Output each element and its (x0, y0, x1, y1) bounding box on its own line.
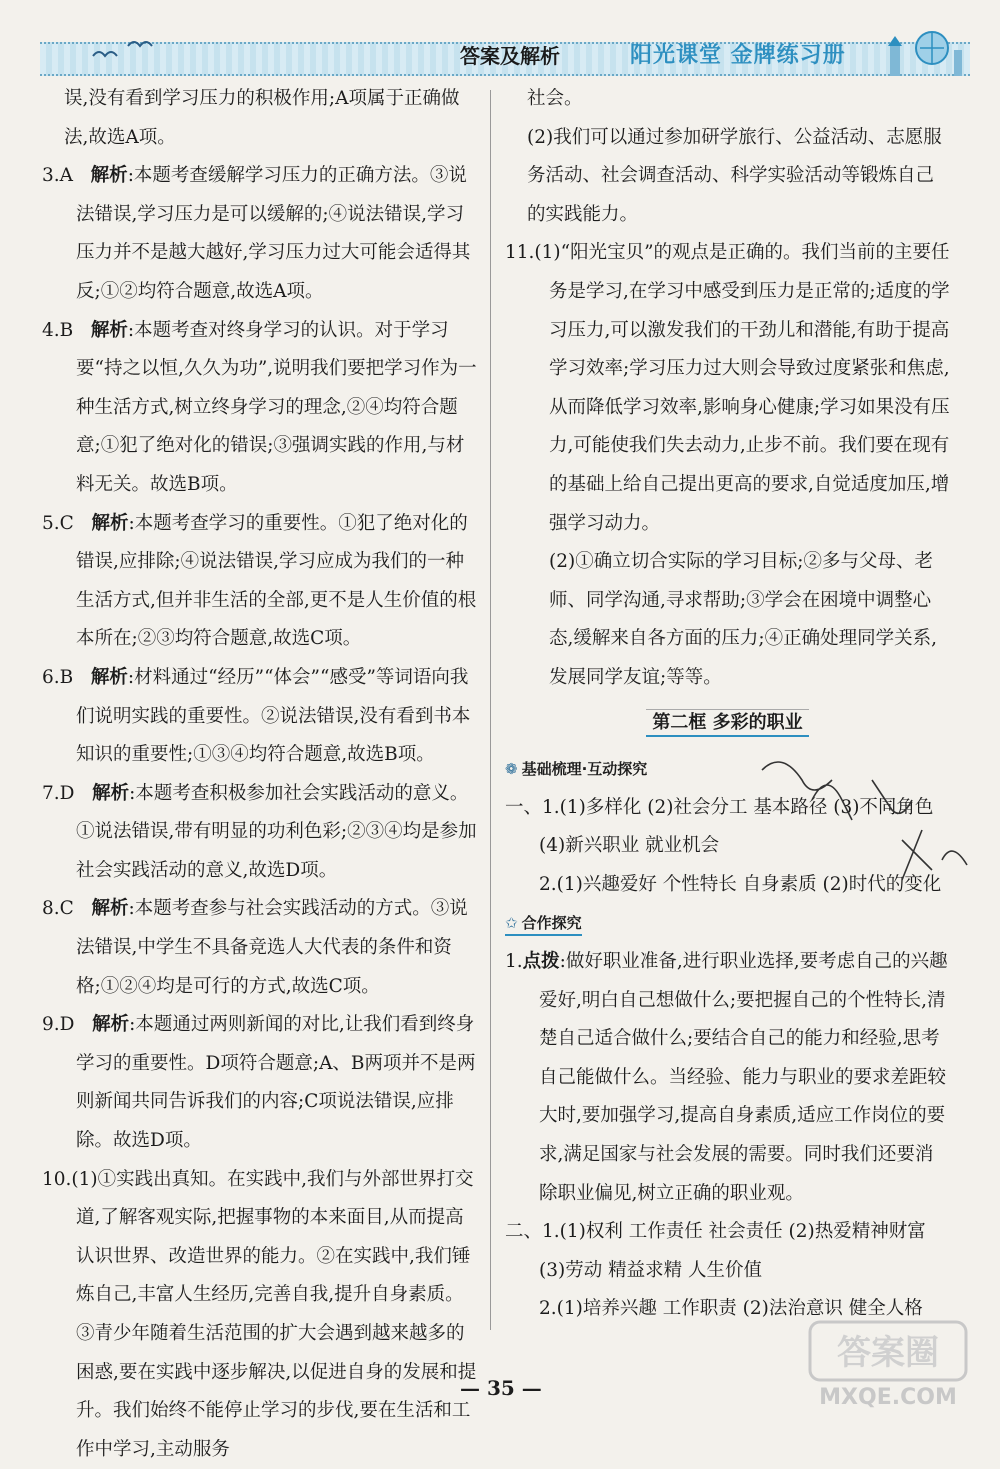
answer-item-10 (42, 1161, 482, 1469)
section-tag-basics (505, 758, 647, 780)
hint-label: 点拨 (522, 951, 560, 973)
answer-text: :本题考查缓解学习压力的正确方法。③说法错误,学习压力是可以缓解的;④说法错误,学习压力并不是越大越好,学习压力过大可能会适得其反;①②均符合题意,故选A项。 (76, 165, 471, 302)
answer-number: 6.B (42, 666, 74, 688)
analysis-label: 解析 (90, 165, 128, 187)
answer-text: (1)①实践出真知。在实践中,我们与外部世界打交道,了解客观实际,把握事物的本来面目,从而提高认识世界、改造世界的能力。②在实践中,我们锤炼自己,丰富人生经历,完善自我,提升自身素质。③青少年随着生活范围的扩大会遇到越来越多的困惑,要在实践中逐步解决,以促进自身的发展和提升。我们始终不能停止学习的步伐,要在生活和工作中学习,主动服务 (71, 1168, 477, 1460)
answer-number: 7.D (42, 782, 75, 804)
answer-text: :本题考查积极参加社会实践活动的意义。①说法错误,带有明显的功利色彩;②③④均是参加社会实践活动的意义,故选D项。 (76, 782, 477, 881)
tag-label: 基础梳理·互动探究 (521, 760, 648, 779)
leaf-icon: ❁ (505, 760, 518, 779)
page-number: — 35 — (460, 1376, 542, 1400)
paragraph: 误,没有看到学习压力的积极作用;A项属于正确做法,故选A项。 (64, 88, 460, 148)
svg-text:MXQE.COM: MXQE.COM (819, 1385, 957, 1410)
item-text: :做好职业准备,进行职业选择,要考虑自己的兴趣爱好,明白自己想做什么;要把握自己的个性特长,清楚自己适合做什么;要结合自己的能力和经验,思考自己能做什么。当经验、能力与职业的要求差距较大时,要加强学习,提高自身素质,适应工作岗位的要求,满足国家与社会发展的需要。同时我们还要消除职业偏见,树立正确的职业观。 (539, 951, 948, 1204)
analysis-label: 解析 (91, 512, 129, 534)
column-divider (490, 90, 491, 1330)
answer-item-3 (42, 157, 482, 311)
svg-text:答案圈: 答案圈 (837, 1333, 939, 1373)
paragraph: (2)①确立切合实际的学习目标;②多与父母、老师、同学沟通,寻求帮助;③学会在困境中调整心态,缓解来自各方面的压力;④正确处理同学关系,发展同学友谊;等等。 (549, 551, 937, 688)
section-tag-cooperate (505, 912, 582, 936)
answer-item-7 (42, 775, 482, 891)
star-icon: ✩ (505, 914, 518, 933)
handwriting-scribble (752, 740, 982, 910)
watermark-logo (808, 1318, 968, 1410)
answer-text: :材料通过“经历”“体会”“感受”等词语向我们说明实践的重要性。②说法错误,没有看到书本知识的重要性;①③④均符合题意,故选B项。 (76, 666, 471, 766)
section-title-text: 第二框 多彩的职业 (646, 709, 808, 737)
birds-icon (88, 28, 178, 68)
answer-number: 9.D (42, 1014, 75, 1036)
answer-item-5 (42, 505, 482, 659)
analysis-label: 解析 (92, 1014, 130, 1036)
answer-number: 11. (505, 242, 535, 264)
paragraph: 社会。 (527, 88, 583, 109)
header-brand: 阳光课堂 金牌练习册 (630, 43, 846, 68)
answer-item-11 (505, 234, 950, 543)
right-column (505, 80, 950, 1329)
cooperate-item-1 (505, 943, 950, 1213)
answer-text: :本题考查参与社会实践活动的方式。③说法错误,中学生不具备竞选人大代表的条件和资格;①②④均是可行的方式,故选C项。 (76, 898, 468, 997)
page-header (40, 28, 970, 78)
header-answer-title: 答案及解析 (460, 44, 560, 68)
answer-item-8 (42, 890, 482, 1006)
analysis-label: 解析 (91, 898, 129, 920)
basics-block-1b: 2.(1)兴趣爱好 个性特长 自身素质 (2)时代的变化 (539, 873, 942, 895)
basics-block-2 (505, 1213, 950, 1290)
answer-number: 5.C (42, 512, 74, 534)
block-number: 二、 (505, 1221, 543, 1243)
block-number: 一、 (505, 796, 543, 818)
answer-number: 4.B (42, 319, 74, 341)
answer-text: :本题通过两则新闻的对比,让我们看到终身学习的重要性。D项符合题意;A、B两项并不是两则新闻共同告诉我们的内容;C项说法错误,应排除。故选D项。 (76, 1014, 476, 1152)
tag-label: 合作探究 (521, 914, 582, 933)
answer-text: :本题考查对终身学习的认识。对于学习要“持之以恒,久久为功”,说明我们要把学习作为一种生活方式,树立终身学习的理念,②④均符合题意;①犯了绝对化的错误;③强调实践的作用,与材料无关。故选B项。 (76, 319, 477, 495)
item-number: 1. (505, 951, 523, 973)
left-column (42, 80, 482, 1469)
basics-block-2b: 2.(1)培养兴趣 工作职责 (2)法治意识 健全人格 (539, 1298, 923, 1320)
answer-text: :本题考查学习的重要性。①犯了绝对化的错误,应排除;④说法错误,学习应成为我们的一种生活方式,但并非生活的全部,更不是人生价值的根本所在;②③均符合题意,故选C项。 (76, 512, 477, 650)
answer-text: (1)“阳光宝贝”的观点是正确的。我们当前的主要任务是学习,在学习中感受到压力是正常的;适度的学习压力,可以激发我们的干劲儿和潜能,有助于提高学习效率;学习压力过大则会导致过度紧张和焦虑,从而降低学习效率,影响身心健康;学习如果没有压力,可能使我们失去动力,止步不前。我们要在现有的基础上给自己提出更高的要求,自觉适度加压,增强学习动力。 (534, 242, 950, 534)
answer-number: 8.C (42, 898, 74, 920)
analysis-label: 解析 (90, 319, 128, 341)
answer-number: 10. (42, 1168, 72, 1190)
answer-number: 3.A (42, 165, 74, 187)
analysis-label: 解析 (90, 666, 128, 688)
block-text: 1.(1)权利 工作责任 社会责任 (2)热爱精神财富 (3)劳动 精益求精 人生价值 (539, 1221, 926, 1281)
globe-lighthouse-icon (870, 28, 970, 78)
analysis-label: 解析 (92, 782, 130, 804)
answer-item-6 (42, 659, 482, 775)
block-text: 1.(1)多样化 (2)社会分工 基本路径 (3)不同角色 (4)新兴职业 就业机会 (539, 796, 934, 857)
section-title (505, 704, 950, 743)
answer-item-9 (42, 1006, 482, 1160)
paragraph: (2)我们可以通过参加研学旅行、公益活动、志愿服务活动、社会调查活动、科学实验活动等锻炼自己的实践能力。 (527, 126, 942, 225)
answer-item-4 (42, 312, 482, 505)
